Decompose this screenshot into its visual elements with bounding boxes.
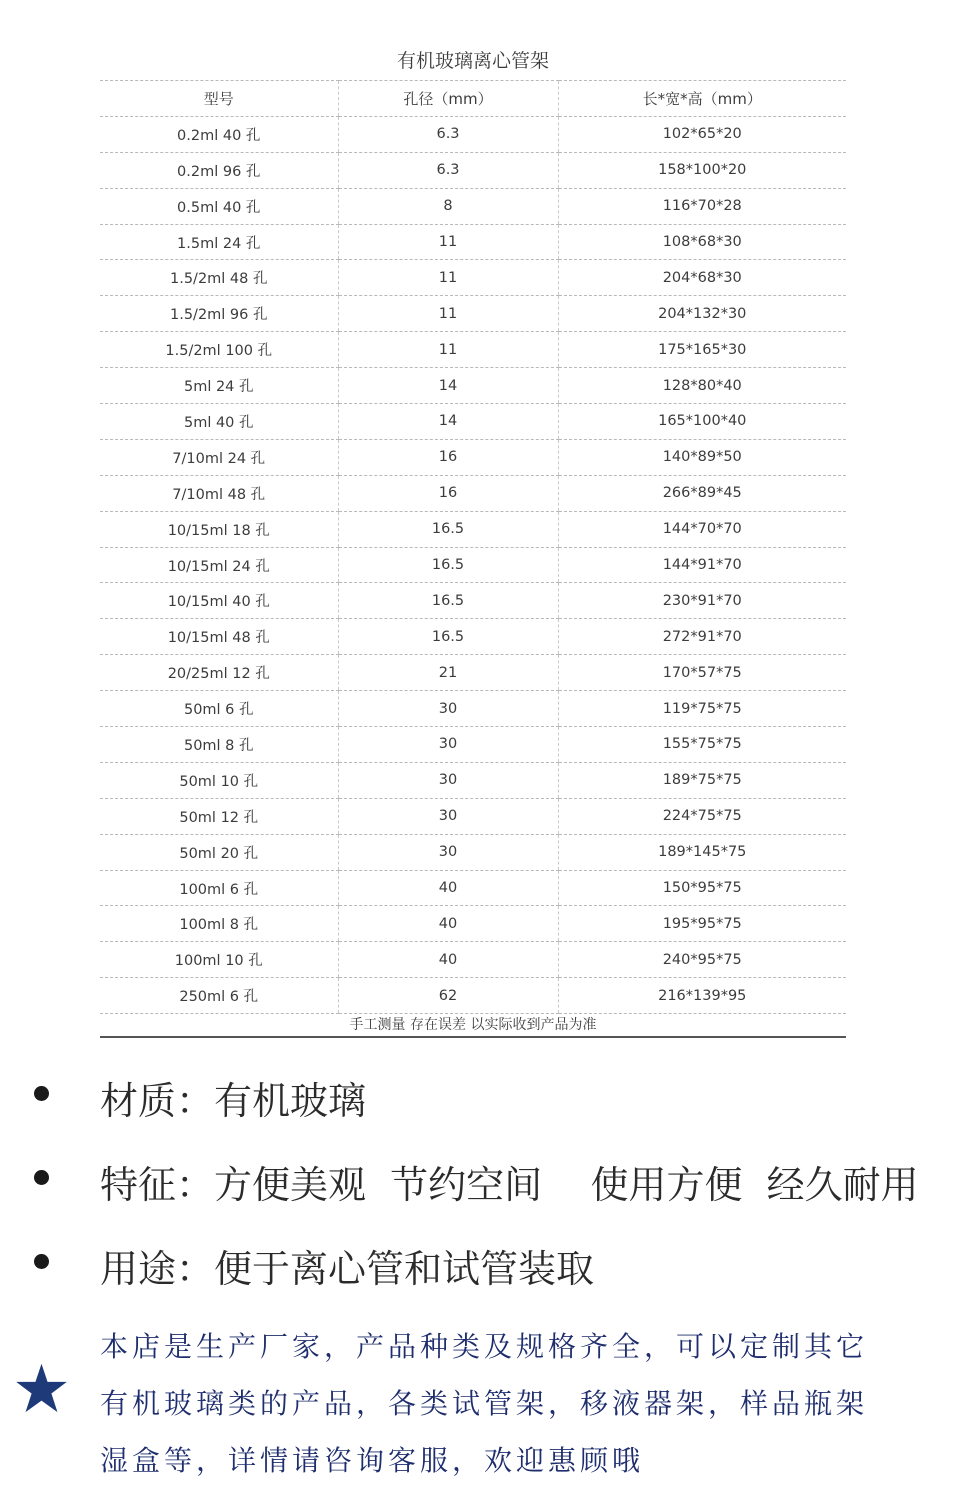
cell-model: 0.2ml 40 孔: [100, 116, 338, 152]
cell-model: 50ml 10 孔: [100, 762, 338, 798]
cell-dimensions: 108*68*30: [558, 224, 846, 260]
cell-hole-diameter: 16: [338, 475, 558, 511]
cell-dimensions: 189*75*75: [558, 762, 846, 798]
cell-model: 50ml 20 孔: [100, 834, 338, 870]
promo-line: 本店是生产厂家，产品种类及规格齐全，可以定制其它: [100, 1330, 869, 1363]
cell-hole-diameter: 21: [338, 655, 558, 691]
cell-dimensions: 165*100*40: [558, 404, 846, 440]
table-row: [100, 798, 846, 834]
cell-dimensions: 204*68*30: [558, 260, 846, 296]
cell-hole-diameter: 16: [338, 439, 558, 475]
cell-hole-diameter: 14: [338, 404, 558, 440]
cell-model: 0.2ml 96 孔: [100, 152, 338, 188]
cell-model: 50ml 8 孔: [100, 727, 338, 763]
table-row: [100, 583, 846, 619]
cell-dimensions: 195*95*75: [558, 906, 846, 942]
header-model: 型号: [100, 81, 338, 117]
cell-dimensions: 230*91*70: [558, 583, 846, 619]
cell-hole-diameter: 30: [338, 834, 558, 870]
table-row: [100, 152, 846, 188]
table-note: 手工测量 存在误差 以实际收到产品为准: [100, 1014, 846, 1038]
cell-dimensions: 175*165*30: [558, 332, 846, 368]
table-row: [100, 368, 846, 404]
table-row: [100, 655, 846, 691]
cell-model: 50ml 6 孔: [100, 691, 338, 727]
cell-dimensions: 150*95*75: [558, 870, 846, 906]
cell-hole-diameter: 6.3: [338, 152, 558, 188]
bullet-icon: [34, 1254, 49, 1269]
table-row: [100, 942, 846, 978]
table-row: [100, 475, 846, 511]
cell-hole-diameter: 16.5: [338, 511, 558, 547]
feature-item-characteristics: [0, 1144, 974, 1228]
shop-promo: [100, 1318, 940, 1489]
cell-dimensions: 204*132*30: [558, 296, 846, 332]
table-row: [100, 834, 846, 870]
cell-dimensions: 158*100*20: [558, 152, 846, 188]
cell-model: 7/10ml 24 孔: [100, 439, 338, 475]
cell-hole-diameter: 6.3: [338, 116, 558, 152]
feature-list: [0, 1060, 974, 1312]
spec-table: [100, 80, 846, 1014]
cell-dimensions: 189*145*75: [558, 834, 846, 870]
feature-text: 用途：便于离心管和试管装取: [100, 1247, 595, 1291]
cell-hole-diameter: 11: [338, 260, 558, 296]
promo-line: 有机玻璃类的产品，各类试管架，移液器架，样品瓶架: [100, 1387, 869, 1420]
cell-hole-diameter: 16.5: [338, 619, 558, 655]
cell-model: 1.5/2ml 100 孔: [100, 332, 338, 368]
bullet-icon: [34, 1170, 49, 1185]
feature-text: 材质：有机玻璃: [100, 1079, 367, 1123]
feature-item-material: [0, 1060, 974, 1144]
cell-dimensions: 128*80*40: [558, 368, 846, 404]
cell-hole-diameter: 30: [338, 798, 558, 834]
spec-table-section: [100, 42, 846, 1038]
cell-model: 1.5ml 24 孔: [100, 224, 338, 260]
cell-dimensions: 216*139*95: [558, 978, 846, 1014]
cell-model: 10/15ml 48 孔: [100, 619, 338, 655]
feature-item-usage: [0, 1228, 974, 1312]
cell-model: 1.5/2ml 96 孔: [100, 296, 338, 332]
cell-hole-diameter: 30: [338, 727, 558, 763]
table-title: 有机玻璃离心管架: [396, 50, 549, 72]
cell-dimensions: 102*65*20: [558, 116, 846, 152]
table-row: [100, 404, 846, 440]
promo-line: 湿盒等，详情请咨询客服，欢迎惠顾哦: [100, 1444, 645, 1477]
cell-hole-diameter: 11: [338, 332, 558, 368]
header-dimensions: 长*宽*高（mm）: [558, 81, 846, 117]
cell-model: 50ml 12 孔: [100, 798, 338, 834]
cell-dimensions: 170*57*75: [558, 655, 846, 691]
cell-model: 10/15ml 40 孔: [100, 583, 338, 619]
table-row: [100, 439, 846, 475]
cell-dimensions: 266*89*45: [558, 475, 846, 511]
bullet-icon: [34, 1086, 49, 1101]
cell-model: 7/10ml 48 孔: [100, 475, 338, 511]
cell-model: 10/15ml 18 孔: [100, 511, 338, 547]
cell-hole-diameter: 62: [338, 978, 558, 1014]
cell-hole-diameter: 11: [338, 296, 558, 332]
cell-hole-diameter: 30: [338, 691, 558, 727]
table-row: [100, 188, 846, 224]
table-row: [100, 116, 846, 152]
table-header-row: [100, 81, 846, 117]
cell-hole-diameter: 40: [338, 906, 558, 942]
table-body: [100, 116, 846, 1013]
cell-dimensions: 272*91*70: [558, 619, 846, 655]
cell-hole-diameter: 11: [338, 224, 558, 260]
cell-model: 100ml 8 孔: [100, 906, 338, 942]
cell-hole-diameter: 30: [338, 762, 558, 798]
cell-model: 5ml 24 孔: [100, 368, 338, 404]
table-row: [100, 260, 846, 296]
cell-model: 100ml 6 孔: [100, 870, 338, 906]
cell-model: 1.5/2ml 48 孔: [100, 260, 338, 296]
cell-model: 0.5ml 40 孔: [100, 188, 338, 224]
cell-hole-diameter: 40: [338, 942, 558, 978]
cell-dimensions: 116*70*28: [558, 188, 846, 224]
star-icon: [14, 1361, 69, 1416]
table-row: [100, 619, 846, 655]
table-row: [100, 332, 846, 368]
feature-text: 特征：方便美观 节约空间 使用方便 经久耐用: [100, 1163, 919, 1207]
cell-model: 250ml 6 孔: [100, 978, 338, 1014]
cell-model: 100ml 10 孔: [100, 942, 338, 978]
table-row: [100, 906, 846, 942]
cell-dimensions: 144*70*70: [558, 511, 846, 547]
table-row: [100, 978, 846, 1014]
cell-dimensions: 144*91*70: [558, 547, 846, 583]
cell-dimensions: 155*75*75: [558, 727, 846, 763]
header-hole-diameter: 孔径（mm）: [338, 81, 558, 117]
table-row: [100, 870, 846, 906]
cell-model: 10/15ml 24 孔: [100, 547, 338, 583]
cell-dimensions: 224*75*75: [558, 798, 846, 834]
cell-model: 20/25ml 12 孔: [100, 655, 338, 691]
cell-hole-diameter: 16.5: [338, 547, 558, 583]
cell-model: 5ml 40 孔: [100, 404, 338, 440]
table-row: [100, 762, 846, 798]
table-row: [100, 691, 846, 727]
cell-hole-diameter: 16.5: [338, 583, 558, 619]
cell-dimensions: 119*75*75: [558, 691, 846, 727]
cell-hole-diameter: 8: [338, 188, 558, 224]
table-row: [100, 511, 846, 547]
table-row: [100, 224, 846, 260]
cell-hole-diameter: 14: [338, 368, 558, 404]
table-row: [100, 296, 846, 332]
cell-hole-diameter: 40: [338, 870, 558, 906]
table-row: [100, 727, 846, 763]
cell-dimensions: 140*89*50: [558, 439, 846, 475]
cell-dimensions: 240*95*75: [558, 942, 846, 978]
table-row: [100, 547, 846, 583]
